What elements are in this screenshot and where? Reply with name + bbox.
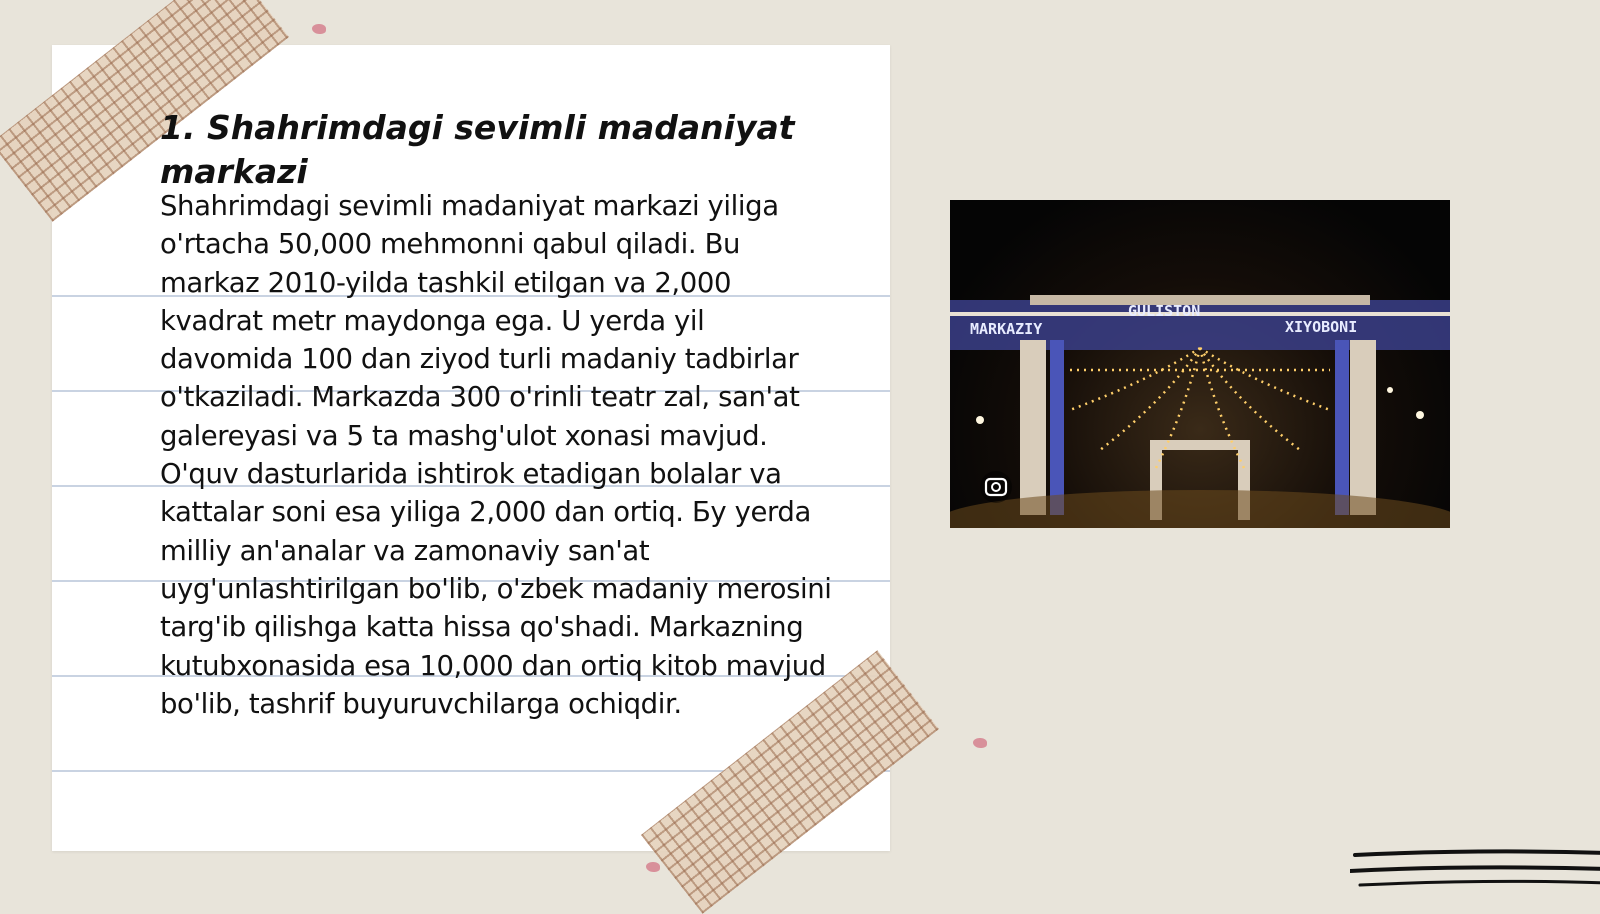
tape-end-mark [973, 738, 987, 748]
lens-icon[interactable] [980, 471, 1012, 503]
scribble-decoration [1350, 845, 1600, 895]
tape-end-mark [646, 862, 660, 872]
tape-end-mark [312, 24, 326, 34]
sign-left-text: MARKAZIY [970, 320, 1043, 338]
slide-body-text: Shahrimdagi sevimli madaniyat markazi yiliga o'rtacha 50,000 mehmonni qabul qiladi. Bu markaz 2010-yilda tashkil etilgan va 2,000 kvadrat metr maydonga ega. U yerda yil davomida 100 dan ziyod turli madaniy tadbirlar o'tkaziladi. Markazda 300 o'rinli teatr zal, san'at galereyasi va 5 ta mashg'ulot xonasi mavjud. O'quv dasturlarida ishtirok etadigan bolalar va kattalar soni esa yiliga 2,000 dan ortiq. Бу yerda milliy an'analar va zamonaviy san'at uyg'unlashtirilgan bo'lib, o'zbek madaniy merosini targ'ib qilishga katta hissa qo'shadi. Markazning kutubxonasida esa 10,000 dan ortiq kitob mavjud bo'lib, tashrif buyuruvchilarga ochiqdir. [160, 190, 832, 720]
gate-illustration [950, 200, 1450, 528]
sign-center-text: GULISTON [1128, 302, 1201, 320]
slide-title: 1. Shahrimdagi sevimli madaniyat markazi [160, 108, 795, 191]
sign-right-text: XIYOBONI [1285, 318, 1358, 336]
culture-center-photo [950, 200, 1450, 528]
